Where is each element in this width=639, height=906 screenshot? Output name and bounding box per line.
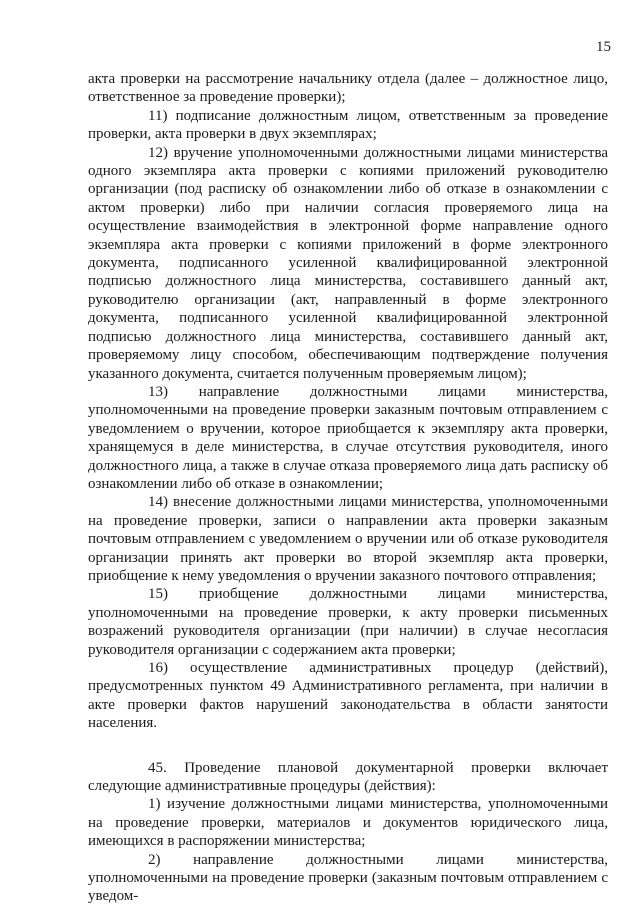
list-item-14: 14) внесение должностными лицами министерства, уполномоченными на проведение проверки, записи о направлении акта проверки заказным почтовым отправлением с уведомлением о вручении или об отказе руководителя организации принять акт проверки во второй экземпляр акта проверки, приобщение к нему уведомления о вручении заказного почтового отправления; <box>88 494 608 584</box>
list-item-1: 1) изучение должностными лицами министерства, уполномоченными на проведение проверки, материалов и документов юридического лица, имеющихся в распоряжении министерства; <box>88 796 608 850</box>
page-number: 15 <box>596 39 611 55</box>
list-item-2: 2) направление должностными лицами министерства, уполномоченными на проведение проверки (заказным почтовым отправлением с уведом- <box>88 851 608 905</box>
list-item-16: 16) осуществление административных процедур (действий), предусмотренных пунктом 49 Административного регламента, при наличии в акте проверки фактов нарушений законодательства в области занятости населения. <box>88 660 608 732</box>
section-gap <box>88 733 608 759</box>
list-item-13: 13) направление должностными лицами министерства, уполномоченными на проведение проверки заказным почтовым отправлением с уведомлением о вручении, которое приобщается к экземпляру акта проверки, хранящемуся в деле министерства, в случае отсутствия руководителя, иного должностного лица, а также в случае отказа проверяемого лица дать расписку об ознакомлении либо об отказе в ознакомлении; <box>88 383 608 492</box>
paragraph-continuation: акта проверки на рассмотрение начальнику отдела (далее – должностное лицо, ответственное за проведение проверки); <box>88 71 608 106</box>
document-body <box>88 70 608 906</box>
clause-45: 45. Проведение плановой документарной проверки включает следующие административные процедуры (действия): <box>88 759 608 795</box>
list-item-11: 11) подписание должностным лицом, ответственным за проведение проверки, акта проверки в двух экземплярах; <box>88 107 608 143</box>
list-item-15: 15) приобщение должностными лицами министерства, уполномоченными на проведение проверки, к акту проверки письменных возражений руководителя организации (при наличии) в случае несогласия руководителя организации с содержанием акта проверки; <box>88 586 608 658</box>
list-item-12: 12) вручение уполномоченными должностными лицами министерства одного экземпляра акта проверки с копиями приложений руководителю организации (под расписку об ознакомлении либо об отказе в ознакомлении с актом проверки) либо при наличии согласия проверяемого лица на осуществление взаимодействия в электронной форме направление одного экземпляра акта проверки с копиями приложений в форме электронного документа, подписанного усиленной квалифицированной электронной подписью должностного лица министерства, составившего данный акт, руководителю организации (акт, направленный в форме электронного документа, подписанного усиленной квалифицированной электронной подписью должностного лица министерства, составившего данный акт, проверяемому лицу способом, обеспечивающим подтверждение получения указанного документа, считается полученным проверяемым лицом); <box>88 144 608 382</box>
